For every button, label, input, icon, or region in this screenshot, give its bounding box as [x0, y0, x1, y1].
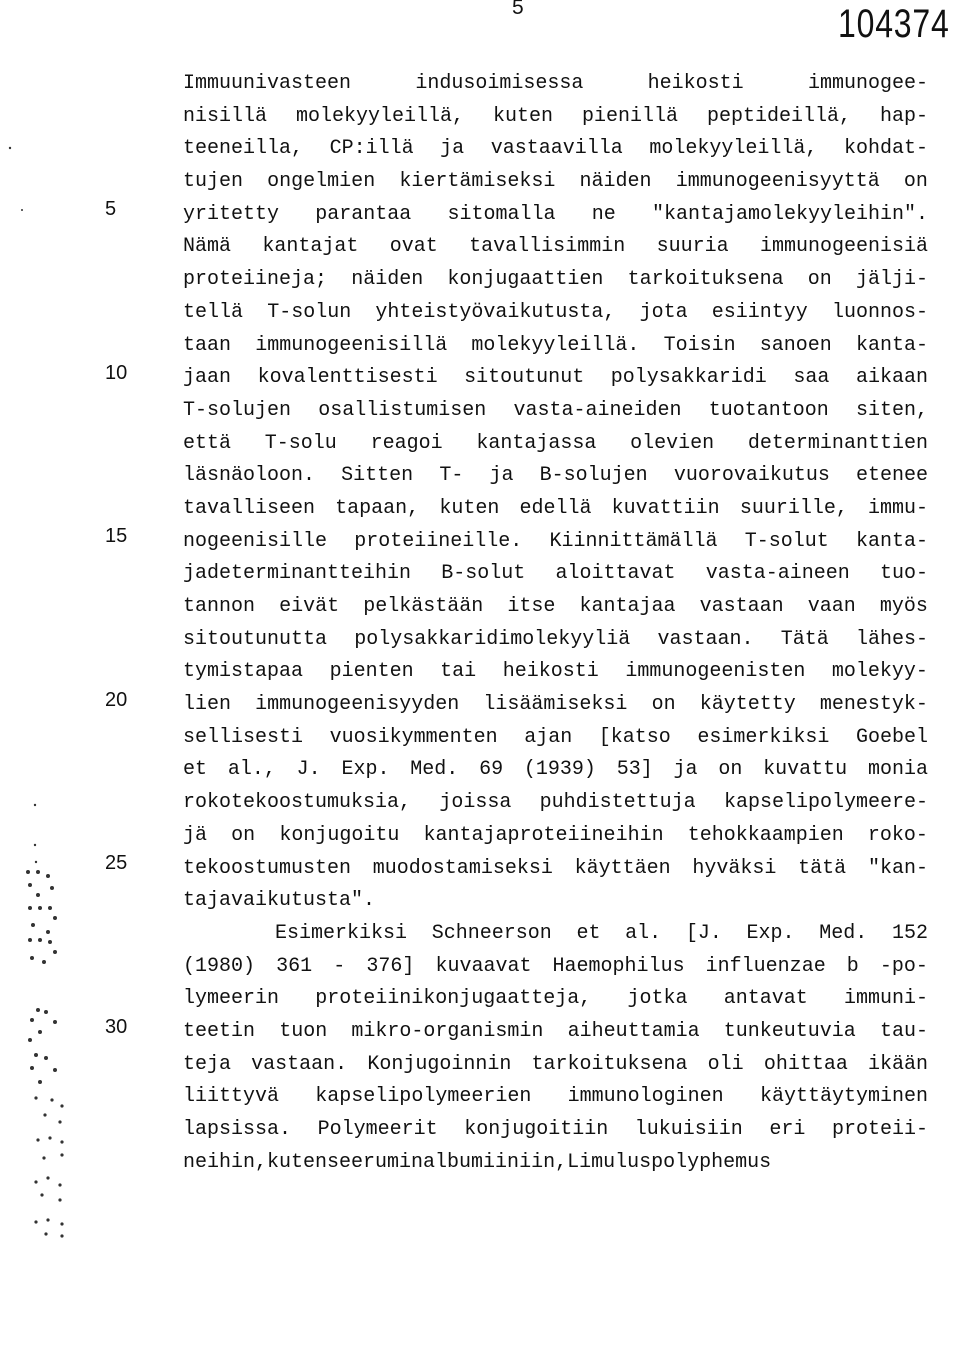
word: aloittavat: [555, 562, 676, 586]
word: Exp.: [341, 758, 390, 782]
word: molekyyleillä,: [649, 137, 818, 161]
word: hyväksi: [692, 856, 777, 880]
word: Kiinnittämällä: [549, 529, 718, 553]
word: lapsissa.: [183, 1118, 292, 1141]
text-line: [183, 558, 928, 591]
word: kovalenttisesti: [257, 366, 438, 390]
document-number: 104374: [838, 2, 950, 46]
word: ovat: [389, 235, 438, 259]
word: immunogeenisyyttä: [675, 170, 880, 194]
word: -po-: [879, 954, 928, 978]
word: kantajaa: [579, 595, 676, 618]
word: lukuisiin: [634, 1118, 743, 1141]
word: teja: [183, 1052, 232, 1076]
word: käyttäytyminen: [759, 1085, 928, 1109]
word: näiden: [351, 268, 424, 292]
text-line: [183, 101, 928, 134]
word: et: [576, 921, 601, 945]
word: taan: [183, 333, 232, 357]
page-number: 5: [512, 0, 524, 19]
word: al.,: [227, 758, 276, 782]
word: Konjugoinnin: [367, 1052, 512, 1076]
word: vastaan.: [251, 1052, 348, 1076]
text-line: [183, 918, 928, 951]
word: vastaan.: [657, 627, 754, 651]
word: antavat: [723, 987, 808, 1011]
word: parantaa: [315, 202, 412, 226]
word: Sitten: [341, 464, 414, 488]
word: "kantajamolekyyleihin".: [651, 202, 928, 226]
word: tavalliseen: [183, 496, 316, 520]
text-line: [183, 787, 928, 820]
text-line: [183, 885, 928, 918]
word: T-solu: [264, 431, 337, 455]
word: jä: [183, 823, 208, 847]
word: kantajassa: [476, 431, 597, 455]
text-line: [183, 68, 928, 101]
text-line: [183, 362, 928, 395]
word: jaan: [183, 366, 232, 390]
word: on: [903, 170, 928, 194]
text-line: [183, 460, 928, 493]
word: proteiineille.: [354, 529, 523, 553]
word: ja: [673, 758, 698, 782]
word: rokotekoostumuksia,: [183, 791, 412, 815]
word: proteii-: [831, 1118, 928, 1141]
word: CP:illä: [329, 137, 414, 161]
word: reagoi: [370, 431, 443, 455]
text-line: [183, 853, 928, 886]
word: immunogeenisiä: [759, 235, 928, 259]
word: itse: [507, 595, 556, 618]
word: vastaavilla: [490, 137, 623, 161]
word: ajan: [524, 725, 573, 749]
word: tuo-: [879, 562, 928, 586]
text-line: [183, 166, 928, 199]
word: immunologinen: [567, 1085, 724, 1109]
word: ohittaa: [763, 1052, 848, 1076]
word: polysakkaridi: [610, 366, 767, 390]
word: ja: [489, 464, 514, 488]
word: konjugaattien: [447, 268, 604, 292]
word: polyphemus: [651, 1150, 772, 1174]
word: tapaan,: [335, 496, 420, 520]
word: luonnos-: [831, 300, 928, 324]
word: (1939): [523, 758, 596, 782]
word: 361: [276, 954, 313, 978]
word: suuria: [656, 235, 729, 259]
word: käytetty: [699, 693, 796, 717]
word: heikosti: [502, 660, 599, 684]
word: T-solut: [744, 529, 829, 553]
word: lähes-: [855, 627, 928, 651]
text-line: [183, 1049, 928, 1082]
word: sellisesti: [183, 725, 304, 749]
word: kantajat: [262, 235, 359, 259]
body-text: [183, 68, 928, 1179]
word: 376]: [366, 954, 415, 978]
word: tehokkaampien: [687, 823, 844, 847]
word: polysakkaridimolekyyliä: [354, 627, 631, 651]
word: sitoutunutta: [183, 627, 328, 651]
word: Exp.: [746, 921, 795, 945]
word: kuvattiin: [611, 496, 720, 520]
word: sitoutunut: [464, 366, 585, 390]
word: neihin,: [183, 1150, 268, 1174]
word: immu-: [867, 496, 928, 520]
word: on: [807, 268, 832, 292]
word: Polymeerit: [317, 1118, 438, 1141]
word: vasta-aineiden: [513, 398, 682, 422]
word: liittyvä: [183, 1085, 280, 1109]
text-line: [183, 1081, 928, 1114]
line-number: 25: [105, 852, 128, 874]
word: pienten: [329, 660, 414, 684]
word: -: [333, 954, 346, 978]
word: puhdistettuja: [539, 791, 696, 815]
text-line: [183, 297, 928, 330]
word: Goebel: [855, 725, 928, 749]
word: kuten: [492, 104, 553, 128]
word: molekyyleillä.: [471, 333, 640, 357]
word: Nämä: [183, 235, 232, 259]
word: yhteistyövaikutusta,: [375, 300, 616, 324]
word: siten,: [855, 398, 928, 422]
text-line: [183, 820, 928, 853]
word: kuten: [267, 1150, 328, 1174]
word: tannon: [183, 595, 256, 618]
word: vaan: [807, 595, 856, 618]
word: ne: [591, 202, 616, 226]
word: al.: [625, 921, 662, 945]
text-line: [183, 231, 928, 264]
word: determinanttien: [747, 431, 928, 455]
text-line: [183, 591, 928, 624]
word: albumiiniin,: [423, 1150, 568, 1174]
word: (1980): [183, 954, 256, 978]
word: joissa: [439, 791, 512, 815]
word: tai: [440, 660, 477, 684]
word: et: [183, 758, 208, 782]
word: peptideillä,: [706, 104, 851, 128]
text-line: [183, 722, 928, 755]
word: [J.: [685, 921, 722, 945]
word: "kan-: [867, 856, 928, 880]
text-line: [183, 493, 928, 526]
word: 53]: [616, 758, 653, 782]
word: lien: [183, 693, 232, 717]
word: tuon: [279, 1019, 328, 1043]
word: käyttäen: [574, 856, 671, 880]
word: indusoimisessa: [415, 72, 584, 95]
word: vuosikymmenten: [329, 725, 498, 749]
margin-scan-dots: [0, 0, 80, 1346]
word: ikään: [867, 1052, 928, 1076]
word: Toisin: [663, 333, 736, 357]
word: yritetty: [183, 202, 280, 226]
word: Haemophilus: [552, 954, 685, 978]
word: nogeenisille: [183, 529, 328, 553]
text-line: [183, 656, 928, 689]
word: kanta-: [855, 333, 928, 357]
word: proteiineja;: [183, 268, 328, 292]
word: saa: [793, 366, 830, 390]
word: läsnäoloon.: [183, 464, 316, 488]
word: Limulus: [567, 1150, 652, 1174]
text-line: [183, 526, 928, 559]
line-number: 15: [105, 525, 128, 547]
text-line: [183, 689, 928, 722]
word: tuotantoon: [708, 398, 829, 422]
word: kapselipolymeere-: [723, 791, 928, 815]
word: tajavaikutusta".: [183, 889, 376, 913]
word: kantajaproteiineihin: [423, 823, 664, 847]
word: esiintyy: [711, 300, 808, 324]
word: sanoen: [759, 333, 832, 357]
word: immunogee-: [807, 72, 928, 95]
word: Immuunivasteen: [183, 72, 352, 95]
word: eivät: [279, 595, 340, 618]
word: konjugoitu: [279, 823, 400, 847]
word: kapselipolymeerien: [315, 1085, 532, 1109]
word: oli: [707, 1052, 744, 1076]
line-number: 10: [105, 362, 128, 384]
word: kuten: [439, 496, 500, 520]
text-line: [183, 1114, 928, 1147]
word: tätä: [798, 856, 847, 880]
text-line: [183, 428, 928, 461]
word: aikaan: [855, 366, 928, 390]
text-line: [183, 983, 928, 1016]
word: Schneerson: [431, 921, 552, 945]
word: mikro-organismin: [351, 1019, 544, 1043]
word: B-solujen: [539, 464, 648, 488]
word: 152: [891, 921, 928, 945]
word: T-solujen: [183, 398, 292, 422]
word: tarkoituksena: [627, 268, 784, 292]
word: näiden: [579, 170, 652, 194]
word: T-: [439, 464, 464, 488]
word: aiheuttamia: [567, 1019, 700, 1043]
word: jälji-: [855, 268, 928, 292]
text-line: [183, 264, 928, 297]
word: vasta-aineen: [705, 562, 850, 586]
word: jadeterminantteihin: [183, 562, 412, 586]
word: molekyy-: [831, 660, 928, 684]
word: olevien: [630, 431, 715, 455]
word: proteiinikonjugaatteja,: [315, 987, 592, 1011]
word: lisäämiseksi: [483, 693, 628, 717]
word: kuvaavat: [435, 954, 532, 978]
text-line: [183, 395, 928, 428]
word: suurille,: [739, 496, 848, 520]
word: osallistumisen: [318, 398, 487, 422]
word: influenzae: [705, 954, 826, 978]
word: vastaan: [699, 595, 784, 618]
word: kohdat-: [843, 137, 928, 161]
word: Tätä: [780, 627, 829, 651]
word: heikosti: [647, 72, 744, 95]
word: eri: [769, 1118, 806, 1141]
word: jota: [639, 300, 688, 324]
word: etenee: [855, 464, 928, 488]
text-line: [183, 330, 928, 363]
word: immunogeenisyyden: [255, 693, 460, 717]
word: muodostamiseksi: [372, 856, 553, 880]
word: on: [651, 693, 676, 717]
word: immuni-: [843, 987, 928, 1011]
word: monia: [867, 758, 928, 782]
word: tekoostumusten: [183, 856, 352, 880]
word: tymistapaa: [183, 660, 304, 684]
word: ongelmien: [267, 170, 376, 194]
word: hap-: [879, 104, 928, 128]
word: teeneilla,: [183, 137, 304, 161]
text-line: [183, 624, 928, 657]
line-number: 20: [105, 689, 128, 711]
text-line: [183, 754, 928, 787]
word: tau-: [879, 1019, 928, 1043]
word: on: [231, 823, 256, 847]
text-line: [183, 1016, 928, 1049]
word: lymeerin: [183, 987, 280, 1011]
word: roko-: [867, 823, 928, 847]
word: teetin: [183, 1019, 256, 1043]
word: tellä: [183, 300, 244, 324]
word: b: [846, 954, 859, 978]
word: immunogeenisten: [625, 660, 806, 684]
text-line: [183, 1147, 928, 1180]
paragraph: [183, 918, 928, 1180]
word: pelkästään: [363, 595, 484, 618]
word: on: [718, 758, 743, 782]
word: jotka: [627, 987, 688, 1011]
word: tavallisimmin: [469, 235, 626, 259]
text-line: [183, 199, 928, 232]
line-number: 5: [105, 198, 117, 220]
word: ja: [440, 137, 465, 161]
word: menestyk-: [819, 693, 928, 717]
text-line: [183, 951, 928, 984]
word: Med.: [410, 758, 459, 782]
word: Med.: [819, 921, 868, 945]
word: myös: [879, 595, 928, 618]
word: B-solut: [441, 562, 526, 586]
text-line: [183, 133, 928, 166]
word: että: [183, 431, 232, 455]
word: edellä: [519, 496, 592, 520]
word: Esimerkiksi: [275, 921, 408, 945]
word: tarkoituksena: [531, 1052, 688, 1076]
line-number: 30: [105, 1016, 128, 1038]
word: esimerkiksi: [697, 725, 830, 749]
word: sitomalla: [447, 202, 556, 226]
word: kiertämiseksi: [399, 170, 556, 194]
word: seerumin: [327, 1150, 424, 1174]
word: tujen: [183, 170, 244, 194]
word: J.: [296, 758, 321, 782]
word: 69: [479, 758, 504, 782]
word: [katso: [598, 725, 671, 749]
word: tunkeutuvia: [723, 1019, 856, 1043]
word: immunogeenisillä: [255, 333, 448, 357]
word: kanta-: [855, 529, 928, 553]
word: T-solun: [267, 300, 352, 324]
word: nisillä: [183, 104, 268, 128]
word: molekyyleillä,: [295, 104, 465, 128]
word: vuorovaikutus: [673, 464, 830, 488]
paragraph: [183, 68, 928, 918]
word: konjugoitiin: [464, 1118, 609, 1141]
word: kuvattu: [763, 758, 848, 782]
word: pienillä: [581, 104, 678, 128]
